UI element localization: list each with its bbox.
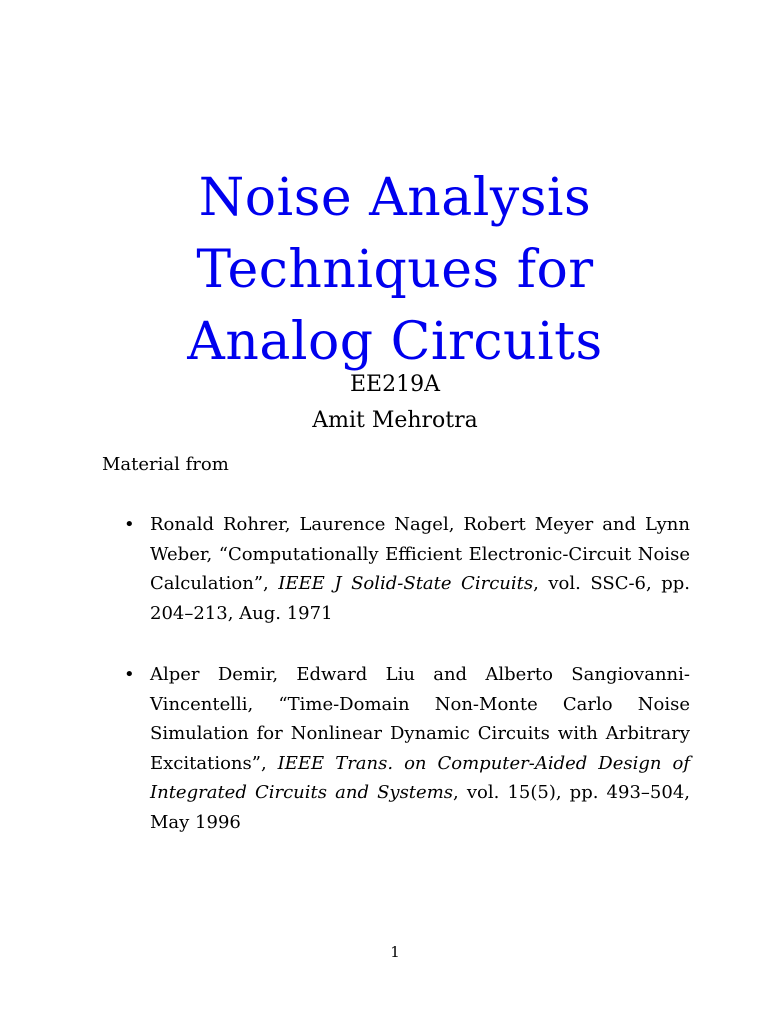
title-line-1: Noise Analysis	[198, 168, 592, 228]
reference-venue: IEEE Trans. on Computer-Aided Design of Integrated Circuits and Systems	[150, 752, 690, 803]
author-name: Amit Mehrotra	[312, 408, 478, 433]
title-line-2: Techniques for	[196, 240, 594, 300]
reference-item	[0, 510, 690, 628]
reference-title: “Computationally Efficient Electronic-Circuit Noise Calculation”,	[150, 543, 690, 594]
reference-text	[150, 664, 690, 833]
bullet-icon: •	[124, 514, 135, 535]
material-intro: Material from	[102, 454, 229, 475]
reference-text	[150, 514, 690, 624]
course-code: EE219A	[350, 372, 440, 397]
reference-venue: IEEE J Solid-State Circuits	[278, 573, 534, 594]
reference-item	[0, 660, 690, 837]
reference-details: , vol. SSC-6, pp. 204–213, Aug. 1971	[150, 573, 691, 624]
reference-authors: Ronald Rohrer, Laurence Nagel, Robert Meyer and Lynn Weber,	[150, 514, 690, 565]
page-title	[0, 162, 768, 378]
page-number: 1	[390, 943, 400, 961]
title-line-3: Analog Circuits	[187, 312, 603, 372]
reference-details: , vol. 15(5), pp. 493–504, May 1996	[150, 782, 690, 833]
reference-title: “Time-Domain Non-Monte Carlo Noise Simulation for Nonlinear Dynamic Circuits with Arbitrary Excitations”,	[150, 693, 691, 774]
bullet-icon: •	[124, 664, 135, 685]
reference-authors: Alper Demir, Edward Liu and Alberto Sangiovanni-Vincentelli,	[150, 664, 690, 715]
reference-list	[0, 510, 768, 869]
